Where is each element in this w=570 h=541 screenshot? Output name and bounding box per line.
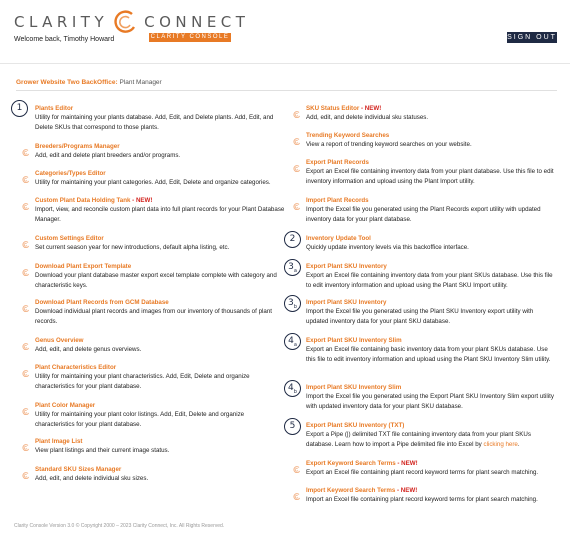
logo-word-right: CONNECT (144, 13, 250, 31)
tool-title: Genus Overview (35, 337, 84, 344)
swirl-icon (21, 269, 30, 276)
swirl-bullet-icon (21, 438, 30, 445)
swirl-bullet-icon (21, 337, 30, 344)
swirl-icon (21, 408, 30, 415)
step-number-badge (284, 259, 301, 276)
left-tool-item (35, 336, 285, 355)
step-number-badge (284, 231, 301, 248)
right-tool-link[interactable] (306, 459, 554, 468)
swirl-icon (21, 176, 30, 183)
swirl-bullet-icon (21, 364, 30, 371)
step-number: 1 (16, 103, 23, 113)
step-number-badge (284, 418, 301, 435)
swirl-icon (21, 444, 30, 451)
new-badge: - NEW! (359, 105, 382, 112)
tool-description (306, 392, 554, 412)
swirl-icon (21, 241, 30, 248)
swirl-icon (21, 203, 30, 210)
tool-title: Import Keyword Search Terms (306, 487, 396, 494)
tool-title: Plant Color Manager (35, 402, 96, 409)
swirl-bullet-icon (21, 170, 30, 177)
step-number: 5 (289, 421, 296, 431)
tool-description-text: Add, edit, and delete individual sku statuses. (306, 114, 429, 121)
left-tool-link[interactable] (35, 262, 285, 271)
swirl-bullet-icon (292, 159, 301, 166)
left-tool-item (35, 401, 285, 430)
tool-title: Inventory Update Tool (306, 235, 371, 242)
tool-description (306, 430, 554, 450)
tool-description (306, 205, 554, 225)
tool-description (35, 205, 285, 225)
swirl-bullet-icon (21, 143, 30, 150)
swirl-icon (292, 165, 301, 172)
tool-description-text: Utility for maintaining your plant color listings. Add, Edit, Delete and organize characteristics for your plant database. (35, 411, 245, 428)
swirl-bullet-icon (21, 466, 30, 473)
tool-title: Custom Plant Data Holding Tank (35, 197, 131, 204)
tool-description-text: Export an Excel file containing inventory data from your plant database. Use this file to edit inventory information and upload using the Plant Import utility. (306, 168, 554, 185)
tool-description (306, 307, 554, 327)
right-tool-item (306, 196, 554, 225)
left-tool-link[interactable] (35, 142, 285, 151)
step-number: 2 (289, 234, 296, 244)
left-tool-item (35, 262, 285, 291)
tool-title: Export Plant SKU Inventory (306, 263, 387, 270)
left-tool-link[interactable] (35, 465, 285, 474)
tool-title: Import Plant SKU Inventory (306, 299, 387, 306)
tool-title: Import Plant Records (306, 197, 369, 204)
swirl-icon (21, 343, 30, 350)
tool-description (306, 167, 554, 187)
tool-title: Import Plant SKU Inventory Slim (306, 384, 402, 391)
tool-description (306, 468, 554, 478)
left-tool-item (35, 196, 285, 225)
tool-title: Download Plant Records from GCM Database (35, 299, 169, 306)
tool-description-tail: . (517, 441, 520, 448)
left-tool-item (35, 234, 285, 253)
swirl-bullet-icon (21, 263, 30, 270)
tool-description-text: Export a Pipe (|) delimited TXT file containing inventory data from your plant SKUs database. Learn how to import a Pipe delimited file into Excel by (306, 431, 531, 448)
swirl-bullet-icon (292, 487, 301, 494)
step-number-badge (284, 295, 301, 312)
tool-description-text: Add, edit and delete plant breeders and/or programs. (35, 152, 181, 159)
tool-title: Download Plant Export Template (35, 263, 132, 270)
breadcrumb (16, 79, 162, 86)
right-tool-item (306, 421, 554, 450)
tool-description-text: View a report of trending keyword searches on your website. (306, 141, 472, 148)
swirl-bullet-icon (292, 132, 301, 139)
swirl-bullet-icon (292, 460, 301, 467)
tool-description-text: Set current season year for new introductions, default alpha listing, etc. (35, 244, 230, 251)
right-tool-link[interactable] (306, 262, 554, 271)
right-tool-link[interactable] (306, 298, 554, 307)
swirl-icon (21, 472, 30, 479)
swirl-icon (292, 466, 301, 473)
breadcrumb-current: Plant Manager (119, 79, 162, 86)
right-tool-link[interactable] (306, 234, 554, 243)
tool-description (306, 495, 554, 505)
left-tool-link[interactable] (35, 437, 285, 446)
swirl-bullet-icon (292, 197, 301, 204)
right-tool-item (306, 486, 554, 505)
tool-description-text: View plant listings and their current image status. (35, 447, 170, 454)
left-tool-link[interactable] (35, 401, 285, 410)
tool-description-text: Export an Excel file containing basic inventory data from your plant SKUs database. Use this file to edit inventory information and upload using the Plant SKU Inventory Slim utility. (306, 346, 551, 363)
tool-description-text: Utility for maintaining your plants database. Add, Edit, and Delete plants. Add, Edit, and Delete SKUs that correspond to those plants. (35, 114, 274, 131)
right-tool-link[interactable] (306, 196, 554, 205)
left-tool-item (35, 437, 285, 456)
breadcrumb-link[interactable]: Grower Website Two BackOffice: (16, 79, 118, 86)
swirl-icon (292, 138, 301, 145)
swirl-icon (292, 111, 301, 118)
right-tool-link[interactable] (306, 421, 554, 430)
new-badge: - NEW! (395, 460, 418, 467)
tool-description-text: Utility for maintaining your plant categories. Add, Edit, Delete and organize categories. (35, 179, 271, 186)
tool-description-text: Import the Excel file you generated using the Plant SKU Inventory export utility with updated inventory data for your plant SKU database. (306, 308, 534, 325)
tool-description-text: Import, view, and reconcile custom plant data into full plant records for your Plant Database Manager. (35, 206, 285, 223)
right-tool-item (306, 298, 554, 327)
header-divider (0, 63, 570, 64)
clicking-here-link[interactable]: clicking here (483, 441, 518, 448)
tool-description-text: Download your plant database master export excel template complete with category and characteristic keys. (35, 272, 277, 289)
swirl-bullet-icon (21, 197, 30, 204)
tool-description (35, 372, 285, 392)
new-badge: - NEW! (395, 487, 418, 494)
left-tool-link[interactable] (35, 196, 285, 205)
swirl-bullet-icon (21, 402, 30, 409)
step-sub-letter: a (293, 341, 297, 348)
swirl-bullet-icon (292, 105, 301, 112)
tool-title: Plant Characteristics Editor (35, 364, 117, 371)
tool-title: Trending Keyword Searches (306, 132, 390, 139)
right-tool-item (306, 383, 554, 412)
tool-description-text: Add, edit, and delete individual sku sizes. (35, 475, 149, 482)
tool-title: Export Plant Records (306, 159, 369, 166)
tool-description (306, 140, 554, 150)
tool-description (306, 243, 554, 253)
right-tool-link[interactable] (306, 104, 554, 113)
tool-description-text: Download individual plant records and images from our inventory of thousands of plant records. (35, 308, 272, 325)
tool-title: SKU Status Editor (306, 105, 360, 112)
tool-description (35, 151, 285, 161)
welcome-text: Welcome back, Timothy Howard (14, 36, 115, 43)
tool-description-text: Export an Excel file containing plant record keyword terms for plant search matching. (306, 469, 539, 476)
step-number: 4 (288, 383, 294, 393)
console-badge: CLARITY CONSOLE (150, 34, 230, 40)
breadcrumb-divider (16, 90, 557, 91)
tool-description (35, 271, 285, 291)
footer-copyright: Clarity Console Version 3.0 © Copyright 2000 – 2023 Clarity Connect, Inc. All Rights Reserved. (14, 523, 225, 529)
tool-description (35, 307, 285, 327)
tool-title: Export Keyword Search Terms (306, 460, 396, 467)
left-tool-link[interactable] (35, 104, 285, 113)
right-tool-link[interactable] (306, 158, 554, 167)
tool-description-text: Import an Excel file containing plant record keyword terms for plant search matching. (306, 496, 538, 503)
swirl-icon (292, 203, 301, 210)
tool-description-text: Import the Excel file you generated using the Plant Records export utility with updated inventory data for your plant database. (306, 206, 541, 223)
right-tool-link[interactable] (306, 486, 554, 495)
new-badge: - NEW! (130, 197, 153, 204)
left-tool-link[interactable] (35, 169, 285, 178)
step-sub-letter: b (293, 303, 297, 310)
swirl-bullet-icon (21, 299, 30, 306)
tool-description-text: Add, edit, and delete genus overviews. (35, 346, 142, 353)
right-tool-item (306, 234, 554, 253)
tool-title: Breeders/Programs Manager (35, 143, 120, 150)
tool-description (35, 243, 285, 253)
swirl-icon (21, 370, 30, 377)
tool-title: Categories/Types Editor (35, 170, 106, 177)
tool-title: Export Plant SKU Inventory (TXT) (306, 422, 405, 429)
step-number: 4 (288, 336, 294, 346)
clarity-connect-logo[interactable] (14, 9, 249, 35)
logo-word-left: CLARITY (14, 13, 109, 31)
left-tool-link[interactable] (35, 363, 285, 372)
tool-description (35, 345, 285, 355)
step-number-badge (11, 100, 28, 117)
right-tool-item (306, 158, 554, 187)
swirl-bullet-icon (21, 235, 30, 242)
step-number-badge (284, 333, 301, 350)
tool-description (306, 271, 554, 291)
right-tool-item (306, 459, 554, 478)
left-tool-item (35, 169, 285, 188)
left-tool-item (35, 298, 285, 327)
sign-out-button[interactable]: SIGN OUT (507, 34, 557, 41)
tool-description (306, 113, 554, 123)
right-tool-item (306, 104, 554, 123)
right-tool-link[interactable] (306, 336, 554, 345)
tool-description (35, 113, 285, 133)
swirl-icon (21, 305, 30, 312)
tool-description-text: Utility for maintaining your plant characteristics. Add, Edit, Delete and organize characteristics for your plant database. (35, 373, 250, 390)
logo-swirl-icon (110, 9, 140, 35)
right-tool-link[interactable] (306, 131, 554, 140)
left-tool-item (35, 104, 285, 133)
tool-description-text: Import the Excel file you generated using the Export Plant SKU Inventory Slim export utility with updated inventory data for your plant SKU database. (306, 393, 554, 410)
tool-description (35, 178, 285, 188)
left-tool-item (35, 465, 285, 484)
swirl-icon (292, 493, 301, 500)
step-sub-letter: b (293, 388, 297, 395)
step-number: 3 (288, 262, 294, 272)
left-tool-link[interactable] (35, 298, 285, 307)
step-sub-letter: a (293, 267, 297, 274)
step-number: 3 (288, 298, 294, 308)
tool-description-text: Export an Excel file containing inventory data from your plant SKUs database. Use this file to edit inventory information and upload using the Plant SKU Import utility. (306, 272, 553, 289)
left-tool-link[interactable] (35, 234, 285, 243)
tool-title: Custom Settings Editor (35, 235, 104, 242)
tool-title: Export Plant SKU Inventory Slim (306, 337, 402, 344)
swirl-icon (21, 149, 30, 156)
left-tool-item (35, 142, 285, 161)
tool-title: Standard SKU Sizes Manager (35, 466, 122, 473)
tool-description (35, 474, 285, 484)
right-tool-item (306, 131, 554, 150)
tool-description-text: Quickly update inventory levels via this backoffice interface. (306, 244, 469, 251)
right-tool-item (306, 262, 554, 291)
left-tool-item (35, 363, 285, 392)
tool-description (35, 446, 285, 456)
right-tool-item (306, 336, 554, 365)
tool-title: Plant Image List (35, 438, 83, 445)
tool-description (306, 345, 554, 365)
tool-description (35, 410, 285, 430)
step-number-badge (284, 380, 301, 397)
header (0, 0, 570, 64)
right-tool-link[interactable] (306, 383, 554, 392)
left-tool-link[interactable] (35, 336, 285, 345)
tool-title: Plants Editor (35, 105, 74, 112)
